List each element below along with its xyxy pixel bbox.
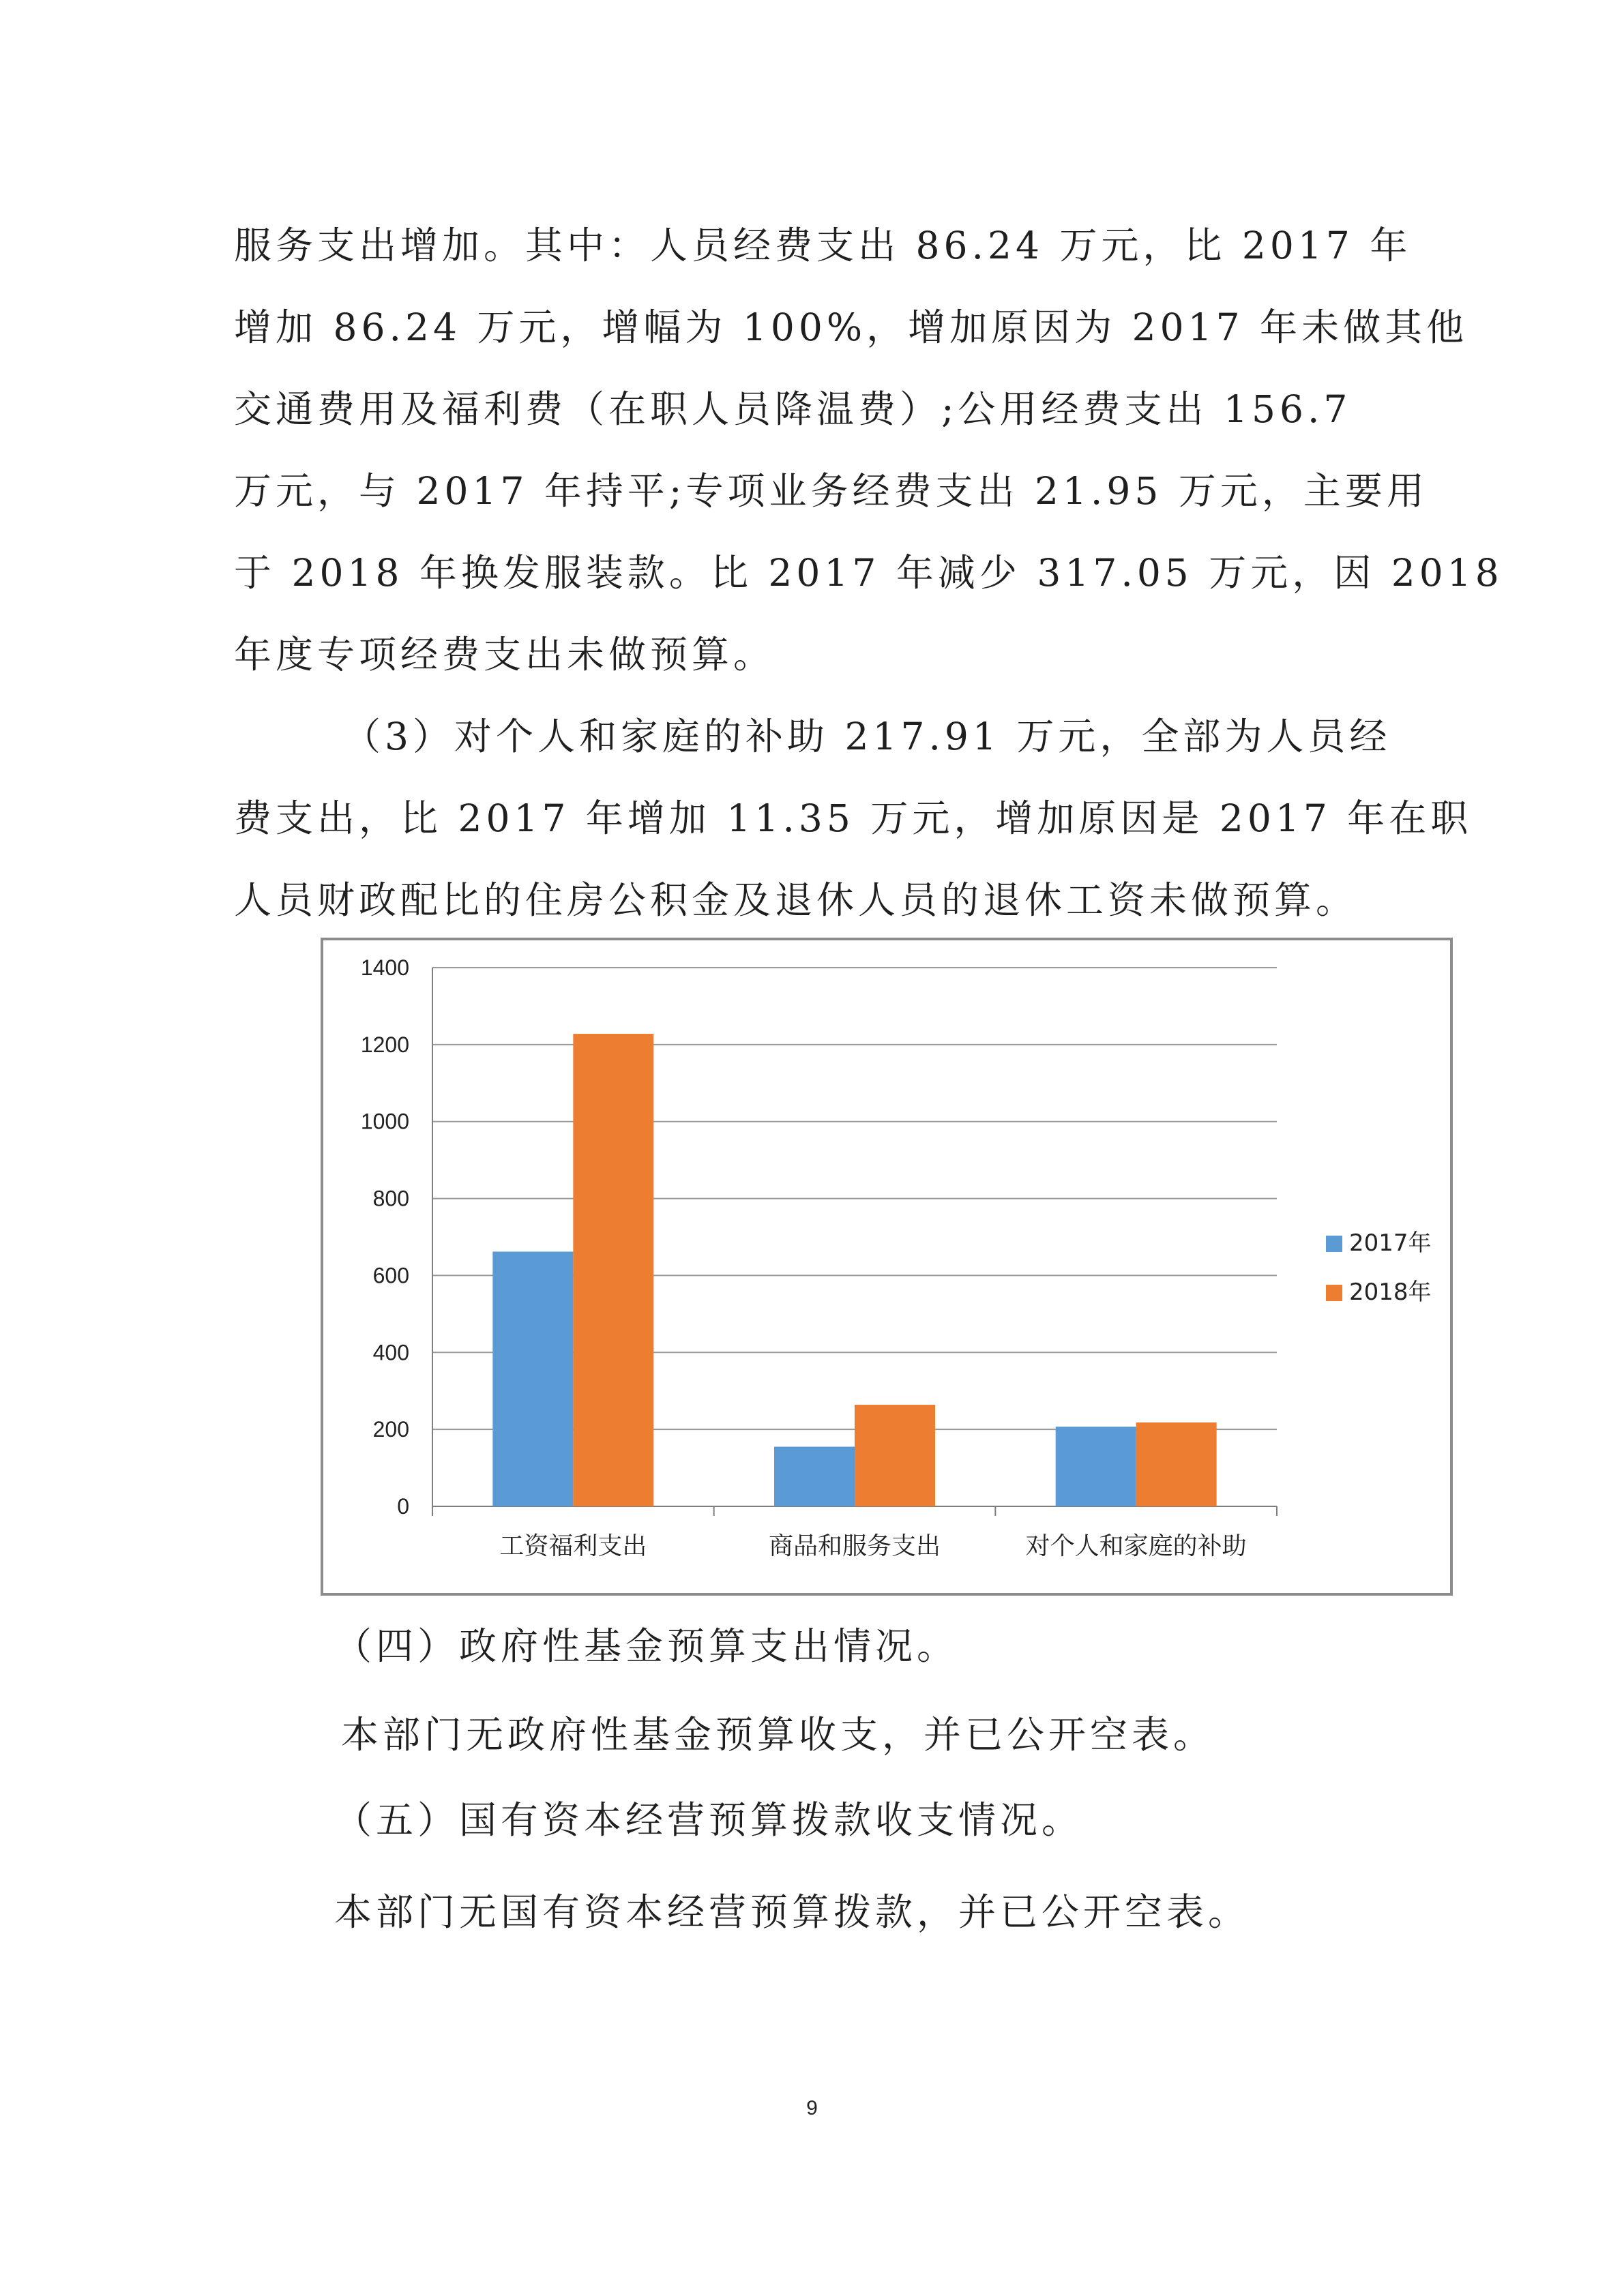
y-tick-label: 800 <box>372 1186 409 1211</box>
bar-2018 <box>855 1405 935 1506</box>
chart-canvas <box>323 940 1450 1593</box>
category-label: 对个人和家庭的补助 <box>1025 1532 1247 1560</box>
y-tick-label: 0 <box>397 1494 409 1519</box>
y-tick-label: 400 <box>372 1340 409 1365</box>
y-tick-label: 1400 <box>360 955 409 980</box>
section-5-heading: （五）国有资本经营预算拨款收支情况。 <box>334 1798 1084 1842</box>
category-label: 商品和服务支出 <box>768 1532 941 1560</box>
legend-label: 2018年 <box>1349 1279 1432 1306</box>
expenditure-bar-chart <box>321 938 1453 1596</box>
bar-2017 <box>1056 1427 1136 1506</box>
section-5-text: 本部门无国有资本经营预算拨款，并已公开空表。 <box>334 1890 1250 1934</box>
legend-label: 2017年 <box>1349 1229 1432 1257</box>
y-tick-label: 1200 <box>360 1032 409 1057</box>
text-line: 于 2018 年换发服装款。比 2017 年减少 317.05 万元，因 2018 <box>234 551 1503 595</box>
paragraph-household-subsidy <box>234 696 1473 941</box>
y-tick-label: 200 <box>372 1417 409 1442</box>
section-4-text: 本部门无政府性基金预算收支，并已公开空表。 <box>341 1713 1215 1757</box>
y-tick-label: 600 <box>372 1263 409 1288</box>
bar-2017 <box>492 1251 573 1506</box>
y-tick-label: 1000 <box>360 1109 409 1134</box>
text-line: 增加 86.24 万元，增幅为 100%，增加原因为 2017 年未做其他 <box>234 305 1468 349</box>
paragraph-services-expenditure <box>234 205 1503 696</box>
bar-2018 <box>573 1034 653 1506</box>
legend-swatch <box>1326 1285 1342 1301</box>
section-4-heading: （四）政府性基金预算支出情况。 <box>334 1624 959 1668</box>
text-line: 费支出，比 2017 年增加 11.35 万元，增加原因是 2017 年在职 <box>234 796 1473 840</box>
text-line: 服务支出增加。其中：人员经费支出 86.24 万元，比 2017 年 <box>234 224 1412 267</box>
text-line: 年度专项经费支出未做预算。 <box>234 633 776 676</box>
text-line: （3）对个人和家庭的补助 217.91 万元，全部为人员经 <box>343 715 1391 758</box>
text-line: 万元，与 2017 年持平;专项业务经费支出 21.95 万元，主要用 <box>234 469 1428 513</box>
text-line: 交通费用及福利费（在职人员降温费）;公用经费支出 156.7 <box>234 387 1352 431</box>
bar-2018 <box>1136 1422 1217 1506</box>
text-line: 人员财政配比的住房公积金及退休人员的退休工资未做预算。 <box>234 878 1358 922</box>
page-number: 9 <box>806 2097 818 2119</box>
category-label: 工资福利支出 <box>499 1532 647 1560</box>
legend-swatch <box>1326 1236 1342 1252</box>
bar-2017 <box>774 1447 855 1506</box>
